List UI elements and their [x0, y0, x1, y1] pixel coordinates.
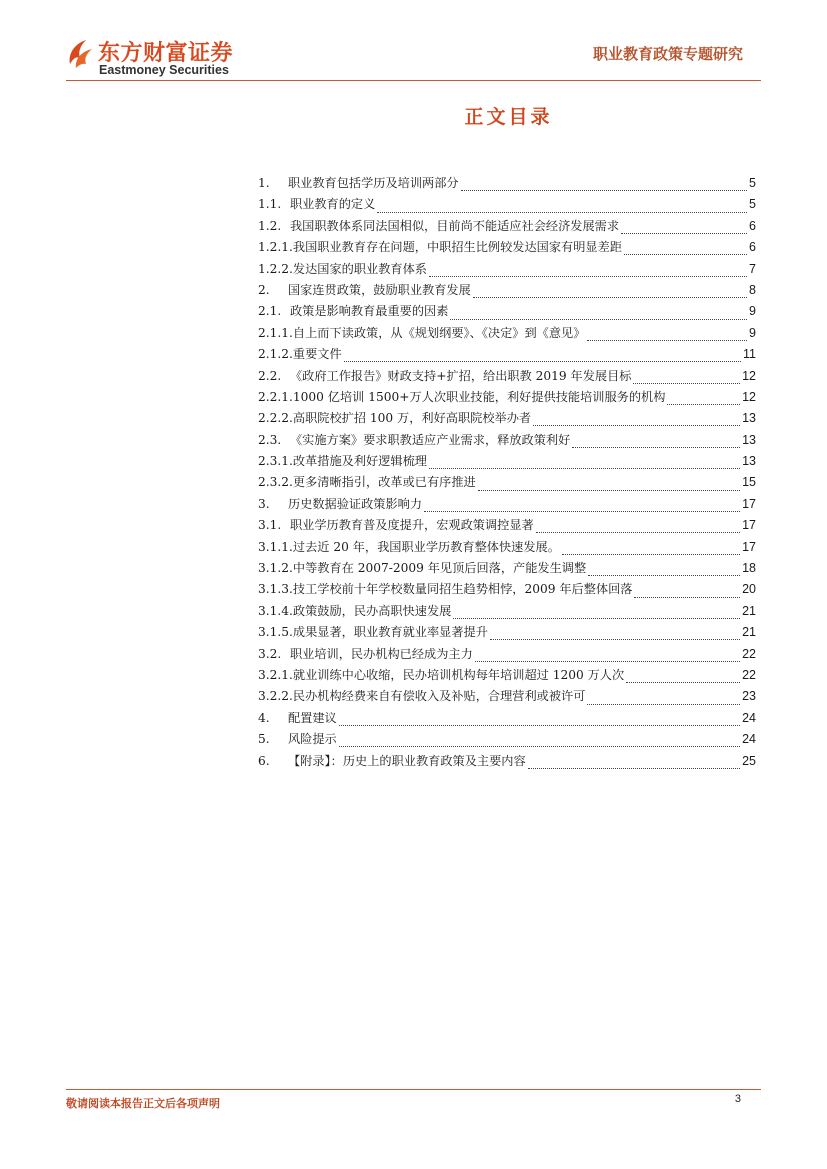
toc-entry[interactable] — [258, 217, 756, 238]
toc-entry-title: 高职院校扩招 100 万，利好高职院校举办者 — [292, 411, 532, 426]
toc-entry-title: 中等教育在 2007-2009 年见顶后回落，产能发生调整 — [292, 561, 587, 576]
toc-entry-title: 更多清晰指引，改革或已有序推进 — [292, 475, 476, 490]
footer-divider — [66, 1089, 761, 1090]
toc-dot-leader — [490, 635, 740, 640]
toc-entry-page: 11 — [743, 347, 756, 362]
toc-entry-title: 技工学校前十年学校数量同招生趋势相悖，2009 年后整体回落 — [292, 582, 633, 597]
toc-entry-page: 12 — [742, 389, 756, 404]
toc-entry-title: 政策是影响教育最重要的因素 — [290, 304, 449, 319]
toc-entry-number: 3.1.2. — [258, 561, 293, 576]
toc-entry-number: 1. — [258, 176, 270, 190]
toc-entry-number: 3.1.3. — [258, 582, 293, 597]
toc-entry-number: 3.1. — [258, 518, 282, 533]
toc-entry-page: 17 — [742, 496, 756, 511]
toc-entry-number: 1.2. — [258, 218, 282, 233]
toc-dot-leader — [461, 186, 747, 191]
toc-entry-title: 政策鼓励，民办高职快速发展 — [292, 603, 452, 618]
toc-entry[interactable] — [258, 495, 756, 516]
toc-entry-number: 3.2.1. — [258, 667, 293, 682]
toc-entry[interactable] — [258, 730, 756, 751]
toc-dot-leader — [667, 400, 740, 405]
toc-entry-title: 我国职教体系同法国相似，目前尚不能适应社会经济发展需求 — [290, 218, 620, 233]
toc-entry-number: 2.1. — [258, 304, 282, 319]
toc-entry[interactable] — [258, 174, 756, 195]
toc-dot-leader — [453, 614, 740, 619]
toc-entry[interactable] — [258, 516, 756, 537]
toc-entry[interactable] — [258, 687, 756, 708]
toc-entry-number: 2.2. — [258, 368, 282, 383]
toc-entry-page: 25 — [742, 753, 756, 768]
toc-entry[interactable] — [258, 580, 756, 601]
toc-dot-leader — [450, 315, 747, 320]
toc-entry-page: 5 — [749, 176, 756, 190]
toc-entry-number: 2.1.1. — [258, 325, 293, 340]
toc-entry[interactable] — [258, 752, 756, 773]
toc-dot-leader — [377, 208, 747, 213]
toc-entry-page: 13 — [742, 454, 756, 469]
toc-entry-page: 21 — [742, 625, 756, 640]
toc-entry-number: 3.1.4. — [258, 603, 293, 618]
toc-dot-leader — [344, 357, 741, 362]
toc-dot-leader — [528, 764, 740, 769]
toc-entry-number: 1.2.2. — [258, 261, 293, 276]
toc-entry-page: 9 — [749, 304, 756, 319]
toc-entry-number: 1.2.1. — [258, 240, 293, 255]
toc-entry-number: 3.2.2. — [258, 689, 293, 704]
toc-entry-number: 2.3. — [258, 432, 282, 447]
toc-dot-leader — [424, 507, 740, 512]
toc-dot-leader — [624, 250, 747, 255]
toc-entry-title: 历史数据验证政策影响力 — [288, 496, 423, 511]
toc-entry-number: 2.3.1. — [258, 454, 293, 469]
toc-entry[interactable] — [258, 195, 756, 216]
toc-entry-title: 职业教育的定义 — [290, 197, 376, 212]
toc-dot-leader — [478, 486, 740, 491]
toc-entry[interactable] — [258, 709, 756, 730]
logo-chinese-name: 东方财富证券 — [98, 41, 234, 66]
toc-entry[interactable] — [258, 302, 756, 323]
toc-entry-page: 17 — [742, 539, 756, 554]
toc-dot-leader — [621, 229, 747, 234]
toc-entry-number: 4. — [258, 710, 270, 725]
toc-entry-title: 《政府工作报告》财政支持+扩招，给出职教 2019 年发展目标 — [290, 368, 632, 383]
toc-dot-leader — [588, 571, 740, 576]
toc-entry-title: 过去近 20 年，我国职业学历教育整体快速发展。 — [292, 539, 560, 554]
toc-entry[interactable] — [258, 281, 756, 302]
toc-entry-page: 22 — [742, 667, 756, 682]
company-logo — [66, 34, 256, 82]
header-divider — [66, 80, 761, 81]
toc-entry-title: 风险提示 — [288, 732, 337, 747]
toc-dot-leader — [634, 593, 740, 598]
toc-entry-number: 3. — [258, 496, 270, 511]
page-header — [0, 0, 827, 90]
toc-entry-title: 改革措施及利好逻辑梳理 — [292, 454, 427, 469]
toc-dot-leader — [473, 293, 747, 298]
toc-dot-leader — [626, 678, 740, 683]
toc-entry-title: 我国职业教育存在问题，中职招生比例较发达国家有明显差距 — [292, 240, 622, 255]
toc-entry-number: 3.1.5. — [258, 625, 293, 640]
toc-entry-title: 职业培训，民办机构已经成为主力 — [290, 646, 473, 661]
toc-dot-leader — [587, 700, 740, 705]
toc-entry[interactable] — [258, 324, 756, 345]
toc-entry[interactable] — [258, 623, 756, 644]
toc-entry-page: 7 — [749, 261, 756, 276]
logo-english-name: Eastmoney Securities — [99, 63, 229, 77]
toc-entry-number: 2.2.2. — [258, 411, 293, 426]
toc-dot-leader — [633, 379, 740, 384]
toc-entry-page: 8 — [749, 282, 756, 297]
toc-entry-number: 3.1.1. — [258, 539, 293, 554]
toc-entry[interactable] — [258, 645, 756, 666]
toc-entry-number: 1.1. — [258, 197, 282, 212]
toc-entry[interactable] — [258, 602, 756, 623]
toc-dot-leader — [572, 443, 740, 448]
toc-entry-title: 自上而下读政策，从《规划纲要》、《决定》到《意见》 — [292, 325, 586, 340]
toc-entry-page: 23 — [742, 689, 756, 704]
report-title: 职业教育政策专题研究 — [592, 45, 743, 63]
toc-dot-leader — [475, 657, 740, 662]
toc-dot-leader — [587, 336, 747, 341]
toc-entry[interactable] — [258, 367, 756, 388]
toc-entry-page: 21 — [742, 603, 756, 618]
toc-entry-page: 6 — [749, 218, 756, 233]
toc-entry[interactable] — [258, 260, 756, 281]
toc-entry-page: 18 — [742, 561, 756, 576]
toc-entry-number: 2.3.2. — [258, 475, 293, 490]
toc-entry-page: 20 — [742, 582, 756, 597]
toc-entry-number: 6. — [258, 753, 270, 768]
toc-entry[interactable] — [258, 666, 756, 687]
toc-entry-page: 15 — [742, 475, 756, 490]
toc-entry[interactable] — [258, 345, 756, 366]
toc-entry[interactable] — [258, 538, 756, 559]
toc-entry-page: 13 — [742, 432, 756, 447]
toc-entry-page: 12 — [742, 368, 756, 383]
toc-entry-number: 2.2.1. — [258, 389, 293, 404]
toc-entry-number: 2. — [258, 282, 270, 297]
toc-entry-page: 5 — [749, 197, 756, 212]
toc-dot-leader — [339, 742, 740, 747]
toc-entry-title: 成果显著，职业教育就业率显著提升 — [292, 625, 488, 640]
toc-entry-page: 24 — [742, 710, 756, 725]
disclaimer-note: 敬请阅读本报告正文后各项声明 — [66, 1097, 220, 1110]
toc-entry-title: 就业训练中心收缩，民办培训机构每年培训超过 1200 万人次 — [292, 667, 625, 682]
toc-entry[interactable] — [258, 452, 756, 473]
toc-entry-page: 6 — [749, 240, 756, 255]
toc-title: 正文目录 — [464, 106, 553, 128]
toc-entry[interactable] — [258, 559, 756, 580]
toc-entry-title: 职业学历教育普及度提升，宏观政策调控显著 — [290, 518, 534, 533]
toc-entry-page: 17 — [742, 518, 756, 533]
toc-entry-title: 职业教育包括学历及培训两部分 — [288, 176, 459, 190]
toc-entry[interactable] — [258, 409, 756, 430]
toc-entry-title: 1000 亿培训 1500+万人次职业技能，利好提供技能培训服务的机构 — [292, 389, 666, 404]
toc-entry[interactable] — [258, 473, 756, 494]
page-number: 3 — [734, 1093, 741, 1105]
toc-entry-title: 国家连贯政策，鼓励职业教育发展 — [288, 282, 471, 297]
toc-dot-leader — [339, 721, 740, 726]
toc-entry[interactable] — [258, 238, 756, 259]
toc-dot-leader — [533, 421, 740, 426]
toc-entry-page: 24 — [742, 732, 756, 747]
toc-entry-page: 13 — [742, 411, 756, 426]
toc-dot-leader — [429, 464, 740, 469]
toc-entry[interactable] — [258, 431, 756, 452]
toc-entry-page: 9 — [749, 325, 756, 340]
toc-entry-number: 2.1.2. — [258, 347, 293, 362]
toc-entry-title: 配置建议 — [288, 710, 337, 725]
toc-dot-leader — [562, 550, 740, 555]
toc-entry-title: 发达国家的职业教育体系 — [292, 261, 427, 276]
toc-dot-leader — [429, 272, 747, 277]
toc-entry-title: 【附录】：历史上的职业教育政策及主要内容 — [288, 753, 526, 768]
toc-entry-title: 《实施方案》要求职教适应产业需求，释放政策利好 — [290, 432, 571, 447]
table-of-contents — [258, 174, 756, 773]
toc-entry-number: 5. — [258, 732, 270, 747]
toc-entry[interactable] — [258, 388, 756, 409]
toc-entry-title: 重要文件 — [292, 347, 342, 362]
toc-entry-number: 3.2. — [258, 646, 282, 661]
toc-entry-title: 民办机构经费来自有偿收入及补贴，合理营利或被许可 — [292, 689, 586, 704]
toc-dot-leader — [536, 528, 740, 533]
toc-entry-page: 22 — [742, 646, 756, 661]
eastmoney-logo-icon — [66, 34, 98, 74]
